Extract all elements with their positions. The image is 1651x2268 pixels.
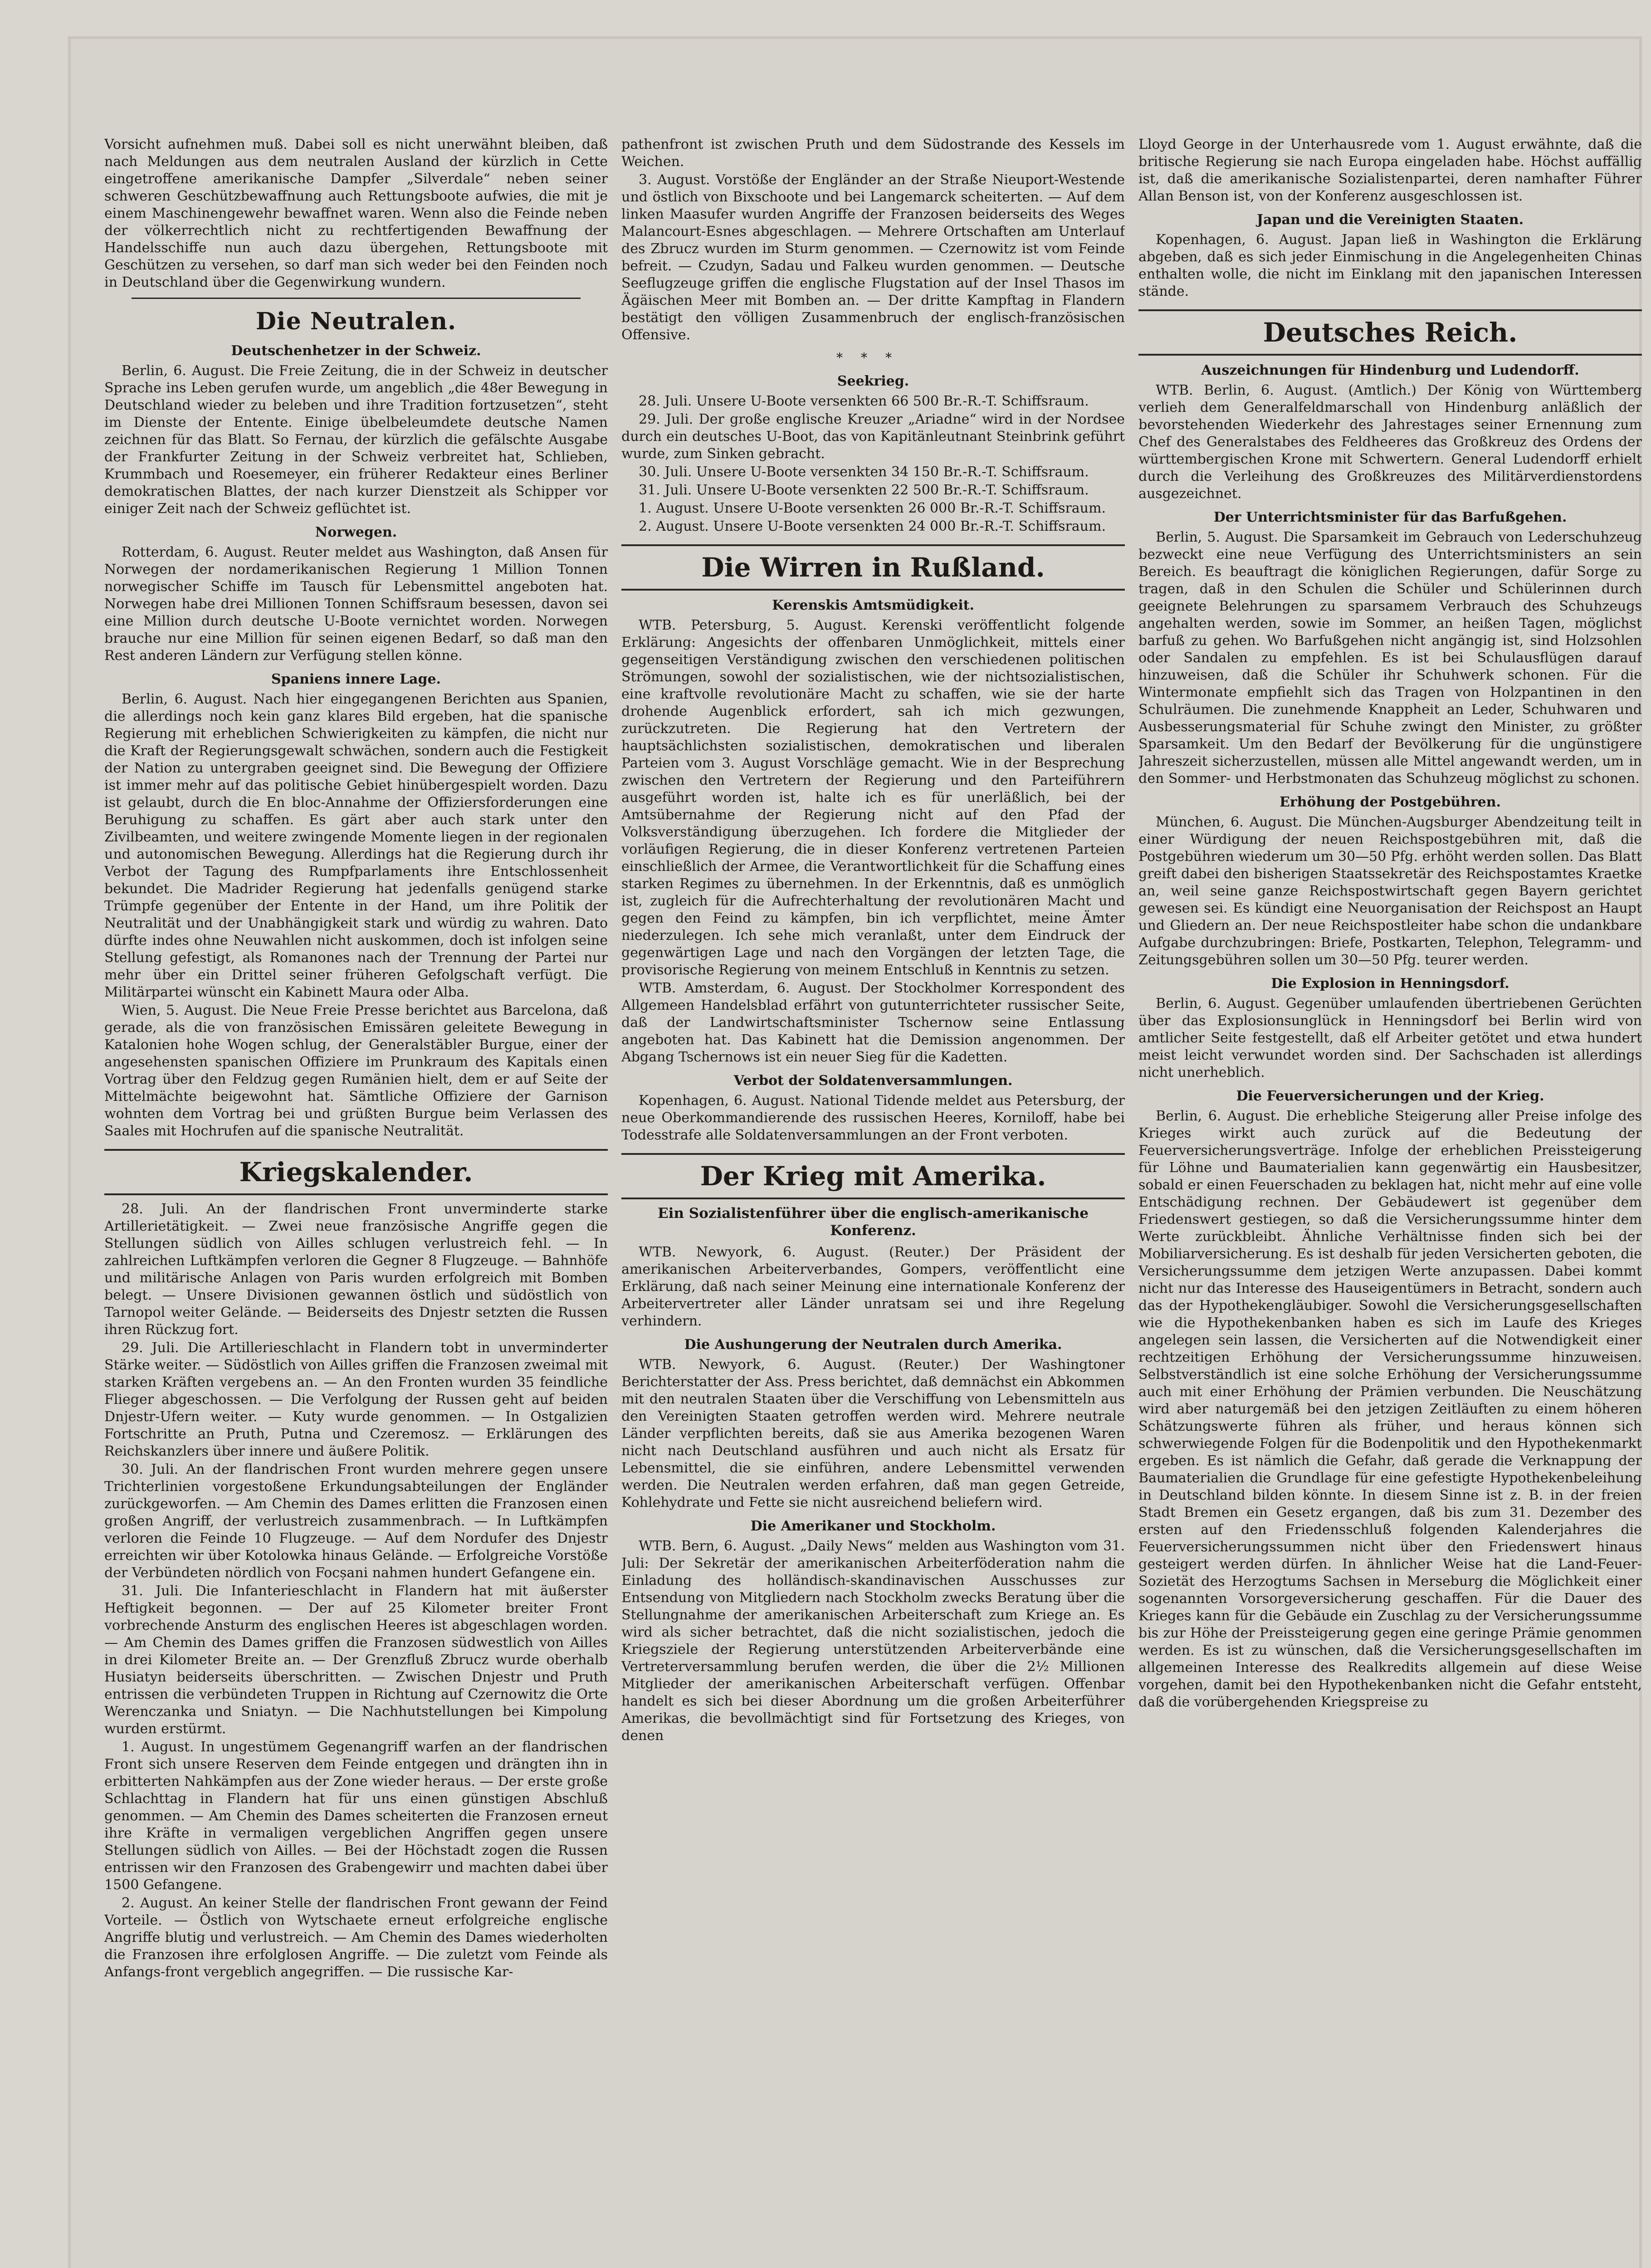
article-amerika: WTB. Newyork, 6. August. (Reuter.) Der Präsident der amerikanischen Arbeiterverbandes, Gompers, veröffentlicht eine Erklärung, daß nach seiner Meinung eine internationale Konferenz der Arbeitervertreter aller Länder unratsam sei und ihre Regelung verhindern. [621, 1244, 1125, 1329]
subheading-spanien: Spaniens innere Lage. [271, 671, 441, 687]
seekrieg-2-august: 2. August. Unsere U-Boote versenkten 24 000 Br.-R.-T. Schiffsraum. [639, 518, 1106, 534]
section-heading-neutrale: Die Neutralen. [255, 308, 457, 335]
column-right [1138, 136, 1642, 2268]
section-heading-deutsches-reich: Deutsches Reich. [1138, 309, 1642, 356]
kalender-2-august: 2. August. An keiner Stelle der flandrischen Front gewann der Feind Vorteile. — Östlich von Wytschaete erneut erfolgreiche englische Angriffe blutig und verlustreich. — Am Chemin des Dames wiederholten die Franzosen ihre erfolglosen Angriffe. — Die zuletzt vom Feinde als Anfangs-front vergeblich angegriffen. — Die russische Kar- [104, 1895, 608, 1980]
article-explosion: Berlin, 6. August. Gegenüber umlaufenden übertriebenen Gerüchten über das Explosionsunglück in Henningsdorf bei Berlin wird von amtlicher Seite festgestellt, daß elf Arbeiter getötet und etwa hundert meist leicht verwundet worden sind. Der Sachschaden ist allerdings nicht unerheblich. [1138, 996, 1642, 1080]
seekrieg-29-juli: 29. Juli. Der große englische Kreuzer „Ariadne“ wird in der Nordsee durch ein deutsches U-Boot, das von Kapitänleutnant Steinbrink geführt wurde, zum Sinken gebracht. [621, 411, 1125, 462]
article-aushungerung: WTB. Newyork, 6. August. (Reuter.) Der Washingtoner Berichterstatter der Ass. Press berichtet, daß demnächst ein Abkommen mit den neutralen Staaten über die Verschiffung von Lebensmitteln aus den Vereinigten Staaten getroffen werden wird. Mehrere neutrale Länder verpflichten bereits, daß sie aus Amerika bezogenen Waren nicht nach Deutschland ausführen und auch nicht als Ersatz für Lebensmittel, die sie einführen, andere Lebensmittel verwenden werden. Die Neutralen werden erfahren, daß man gegen Getreide, Kohlehydrate und Fette sie nicht ausreichend beliefern wird. [621, 1357, 1125, 1510]
article-schweiz: Berlin, 6. August. Die Freie Zeitung, die in der Schweiz in deutscher Sprache ins Leben gerufen wurde, um angeblich „die 48er Bewegung in Deutschland wieder zu beleben und ihre Tradition fortzusetzen“, steht im Dienste der Entente. Einige übelbeleumdete deutsche Namen zeichnen für das Blatt. So Fernau, der kürzlich die gefälschte Ausgabe der Frankfurter Zeitung in der Schweiz verbreitet hat, Schlieben, Krummbach und Roesemeyer, ein früherer Redakteur eines Berliner demokratischen Blattes, der nach kurzer Dienstzeit als Schipper vor einiger Zeit nach der Schweiz geflüchtet ist. [104, 363, 608, 517]
subheading-schweiz: Deutschenhetzer in der Schweiz. [231, 343, 481, 359]
subheading-norwegen: Norwegen. [315, 524, 397, 540]
kalender-continuation: pathenfront ist zwischen Pruth und dem Südostrande des Kessels im Weichen. [621, 137, 1125, 170]
subheading-barfuss: Der Unterrichtsminister für das Barfußgehen. [1213, 509, 1567, 525]
section-heading-russland: Die Wirren in Rußland. [621, 544, 1125, 591]
intro-paragraph: Vorsicht aufnehmen muß. Dabei soll es nicht unerwähnt bleiben, daß nach Meldungen aus dem neutralen Ausland der kürzlich in Cette eingetroffene amerikanische Dampfer „Silverdale“ neben seiner schweren Geschützbewaffnung auch Rettungsboote aufwies, die mit je einem Maschinengewehr bewaffnet waren. Wenn also die Feinde neben der völkerrechtlich nicht zu rechtfertigenden Bewaffnung der Handelsschiffe nun auch dazu übergehen, Rettungsboote mit Geschützen zu versehen, so darf man sich weder bei den Feinden noch in Deutschland über die Gegenwirkung wundern. [104, 137, 608, 290]
article-amsterdam: WTB. Amsterdam, 6. August. Der Stockholmer Korrespondent des Allgemeen Handelsblad erfährt von gutunterrichteter russischer Seite, daß der Landwirtschaftsminister Tschernow seine Entlassung angeboten hat. Das Kabinett hat die Demission angenommen. Der Abgang Tschernows ist ein neuer Sieg für die Kadetten. [621, 980, 1125, 1065]
deck-amerika: Ein Sozialistenführer über die englisch-amerikanische Konferenz. [658, 1205, 1089, 1239]
article-barfuss: Berlin, 5. August. Die Sparsamkeit im Gebrauch von Lederschuhzeug bezweckt eine neue Verfügung des Unterrichtsministers an sein Bereich. Es beauftragt die königlichen Regierungen, dafür Sorge zu tragen, daß in den Schulen die Schüler und Schülerinnen durch geeignete Belehrungen zu sparsamem Verbrauch des Schuhzeugs angehalten werden, sowie im Sommer, an heißen Tagen, möglichst barfuß zu gehen. Wo Barfußgehen nicht angängig ist, sind Holzsohlen oder Sandalen zu empfehlen. Es ist bei Schulausflügen darauf hinzuweisen, daß die Schüler ihr Schuhwerk schonen. Für die Wintermonate empfiehlt sich das Tragen von Holzpantinen in den Schulräumen. Die zunehmende Knappheit an Leder, Schuhwaren und Ausbesserungsmaterial für Schuhe zwingt den Minister, zu größter Sparsamkeit. Um den Bedarf der Bevölkerung für die ungünstigere Jahreszeit sicherzustellen, müssen alle Mittel angewandt werden, um in den Sommer- und Herbstmonaten das Schuhzeug möglichst zu schonen. [1138, 529, 1642, 787]
seekrieg-1-august: 1. August. Unsere U-Boote versenkten 26 000 Br.-R.-T. Schiffsraum. [639, 500, 1106, 516]
kalender-28-juli: 28. Juli. An der flandrischen Front unverminderte starke Artillerietätigkeit. — Zwei neue französische Angriffe gegen die Stellungen südlich von Ailles schlugen verlustreich fehl. — In zahlreichen Luftkämpfen verloren die Gegner 8 Flugzeuge. — Bahnhöfe und militärische Anlagen von Paris wurden erfolgreich mit Bomben belegt. — Unsere Divisionen gewannen östlich und südöstlich von Tarnopol weiter Gelände. — Beiderseits des Dnjestr setzten die Russen ihren Rückzug fort. [104, 1201, 608, 1338]
newspaper-columns [104, 136, 1642, 2268]
subheading-aushungerung: Die Aushungerung der Neutralen durch Amerika. [684, 1337, 1062, 1353]
subheading-explosion: Die Explosion in Henningsdorf. [1271, 976, 1509, 992]
section-heading-amerika: Der Krieg mit Amerika. [621, 1153, 1125, 1199]
article-soldatenversammlungen: Kopenhagen, 6. August. National Tidende meldet aus Petersburg, der neue Oberkommandierende des russischen Heeres, Korniloff, habe bei Todesstrafe alle Soldatenversammlungen an der Front verboten. [621, 1093, 1125, 1143]
stockholm-continuation: Lloyd George in der Unterhausrede vom 1. August erwähnte, daß die britische Regierung sie nach Europa eingeladen habe. Höchst auffällig ist, daß die amerikanische Sozialistenpartei, deren namhafter Führer Allan Benson ist, von der Konferenz ausgeschlossen ist. [1138, 137, 1642, 204]
article-feuerversicherung: Berlin, 6. August. Die erhebliche Steigerung aller Preise infolge des Krieges wirkt auch zurück auf die Bedeutung der Feuerversicherungsverträge. Infolge der erheblichen Preissteigerung für Löhne und Baumaterialien kann gegenwärtig ein Hausbesitzer, sobald er einen Feuerschaden zu beklagen hat, nicht mehr auf eine volle Entschädigung rechnen. Der Gebäudewert ist gegenüber dem Friedenswert gestiegen, so daß die Versicherungssumme hinter dem Werte zurückbleibt. Ähnliche Verhältnisse finden sich bei der Mobiliarversicherung. Es ist deshalb für jeden Versicherten geboten, die Versicherungssumme dem jetzigen Werte anzupassen. Dabei kommt nicht nur das Interesse des Hauseigentümers in Betracht, sondern auch das der Hypothekengläubiger. Sowohl die Versicherungsgesellschaften wie die Hypothekenbanken haben es sich im Laufe des Krieges angelegen sein lassen, die Versicherten auf die Notwendigkeit einer rechtzeitigen Erhöhung der Versicherungssumme hinzuweisen. Selbstverständlich ist eine solche Erhöhung der Versicherungssumme auch mit einer Erhöhung der Prämien verbunden. Die Neuschätzung wird aber naturgemäß bei den jetzigen Zeitläuften zu einem höheren Schätzungswerte führen als früher, und heraus können sich schwerwiegende Folgen für die Bodenpolitik und den Hypothekenmarkt ergeben. Es ist nämlich die Gefahr, daß gerade die Verknappung der Baumaterialien die Grundlage für eine gefestigte Hypothekenbeleihung in Deutschland bilden könnte. In diesem Sinne ist z. B. in der freien Stadt Bremen ein Gesetz ergangen, daß bis zum 31. Dezember des ersten auf den Friedensschluß folgenden Kalenderjahres die Feuerversicherungssummen nicht über den Friedenswert hinaus gesteigert werden dürfen. In ähnlicher Weise hat die Land-Feuer-Sozietät des Herzogtums Sachsen in Merseburg die Möglichkeit einer sogenannten Vorsorgeversicherung geschaffen. Für die Dauer des Krieges kann für die Gebäude ein Zuschlag zu der Versicherungssumme bis zur Höhe der Preissteigerung gegen eine geringe Prämie genommen werden. Es ist zu wünschen, daß die Versicherungsgesellschaften im allgemeinen Interesse des Realkredits allgemein auf diese Weise vorgehen, damit bei den Hypothekenbanken nicht die Gefahr entsteht, daß die vorübergehenden Kriegspreise zu [1138, 1108, 1642, 1710]
seekrieg-31-juli: 31. Juli. Unsere U-Boote versenkten 22 500 Br.-R.-T. Schiffsraum. [639, 482, 1089, 498]
separator-stars: *** [836, 350, 910, 365]
subheading-hindenburg: Auszeichnungen für Hindenburg und Ludendorff. [1201, 362, 1579, 378]
article-hindenburg: WTB. Berlin, 6. August. (Amtlich.) Der König von Württemberg verlieh dem Generalfeldmarschall von Hindenburg anläßlich der bevorstehenden Wiederkehr des Jahrestages seiner Ernennung zum Chef des Generalstabes des Feldheeres das Großkreuz des Ordens der württembergischen Krone mit Schwertern. General Ludendorff erhielt durch die Verleihung des Großkreuzes des Militärverdienstordens ausgezeichnet. [1138, 382, 1642, 502]
divider [132, 298, 581, 299]
kalender-3-august: 3. August. Vorstöße der Engländer an der Straße Nieuport-Westende und östlich von Bixschoote und bei Langemarck scheiterten. — Auf dem linken Maasufer wurden Angriffe der Franzosen beiderseits des Weges Malancourt-Esnes abgeschlagen. — Mehrere Ortschaften am Unterlauf des Zbrucz wurden im Sturm genommen. — Czernowitz ist vom Feinde befreit. — Czudyn, Sadau und Falkeu wurden genommen. — Deutsche Seeflugzeuge griffen die englische Flugstation auf der Insel Thasos im Ägäischen Meer mit Bomben an. — Der dritte Kampftag in Flandern bestätigt den völligen Zusammenbruch der englisch-französischen Offensive. [621, 172, 1125, 343]
subheading-feuerversicherung: Die Feuerversicherungen und der Krieg. [1236, 1088, 1544, 1104]
seekrieg-28-juli: 28. Juli. Unsere U-Boote versenkten 66 500 Br.-R.-T. Schiffsraum. [639, 393, 1089, 409]
article-postgebuehren: München, 6. August. Die München-Augsburger Abendzeitung teilt in einer Würdigung der neuen Reichspostgebühren mit, daß die Postgebühren wiederum um 30—50 Pfg. erhöht werden sollen. Das Blatt greift dabei den bisherigen Staatssekretär des Reichspostamtes Kraetke an, weil seine ganze Reichspostwirtschaft gegen Bayern gerichtet gewesen sei. Es kündigt eine Neuorganisation der Reichspost an Haupt und Gliedern an. Der neue Reichspostleiter habe schon die undankbare Aufgabe durchzubringen: Briefe, Postkarten, Telephon, Telegramm- und Zeitungsgebühren sollen um 30—50 Pfg. teurer werden. [1138, 814, 1642, 968]
column-middle [621, 136, 1125, 2268]
article-norwegen: Rotterdam, 6. August. Reuter meldet aus Washington, daß Ansen für Norwegen der nordamerikanischen Regierung 1 Million Tonnen norwegischer Schiffe im Tausch für Lebensmittel angeboten hat. Norwegen habe drei Millionen Tonnen Schiffsraum besessen, davon sei eine Million durch deutsche U-Boote vernichtet worden. Norwegen brauche nur eine Million für seinen eigenen Bedarf, so daß man den Rest anderen Ländern zur Verfügung stellen könne. [104, 544, 608, 664]
kalender-29-juli: 29. Juli. Die Artillerieschlacht in Flandern tobt in unverminderter Stärke weiter. — Südöstlich von Ailles griffen die Franzosen zweimal mit starken Kräften vergebens an. — An den Fronten wurden 35 feindliche Flieger abgeschossen. — Die Verfolgung der Russen geht auf beiden Dnjestr-Ufern weiter. — Kuty wurde genommen. — In Ostgalizien Fortschritte an Pruth, Putna und Czeremosz. — Erklärungen des Reichskanzlers über innere und äußere Politik. [104, 1340, 608, 1459]
column-left [104, 136, 608, 2268]
kalender-1-august: 1. August. In ungestümem Gegenangriff warfen an der flandrischen Front sich unsere Reserven dem Feinde entgegen und drängten ihn in erbitterten Nahkämpfen aus der Zone wieder heraus. — Der erste große Schlachttag in Flandern hat für uns einen günstigen Abschluß genommen. — Am Chemin des Dames scheiterten die Franzosen erneut ihre Kräfte in vermaligen vergeblichen Angriffen gegen unsere Stellungen südlich von Ailles. — Bei der Höchstadt zogen die Russen entrissen wir den Franzosen des Grabengewirr und machten dabei über 1500 Gefangene. [104, 1739, 608, 1893]
article-spanien-1: Berlin, 6. August. Nach hier eingegangenen Berichten aus Spanien, die allerdings noch kein ganz klares Bild ergeben, hat die spanische Regierung mit erheblichen Schwierigkeiten zu kämpfen, die nicht nur die Kraft der Regierungsgewalt schwächen, sondern auch die Festigkeit der Nation zu untergraben geeignet sind. Die Bewegung der Offiziere ist immer mehr auf das politische Gebiet hinübergespielt worden. Dazu ist gelaubt, durch die En bloc-Annahme der Offiziersforderungen eine Beruhigung zu schaffen. Es gärt aber auch stark unter den Zivilbeamten, und weitere zwingende Momente liegen in der regionalen und autonomischen Bewegung. Allerdings hat die Regierung durch ihr Verbot der Tagung des Rumpfparlaments ihre Entschlossenheit bekundet. Die Madrider Regierung hat jedenfalls genügend starke Trümpfe gegenüber der Entente in der Hand, um ihre Politik der Neutralität und der Unabhängigkeit stark und würdig zu wahren. Dato dürfte indes ohne Neuwahlen nicht auskommen, doch ist infolgen seine Stellung gefestigt, als Romanones nach der Trennung der Partei nur mehr über ein Drittel seiner früheren Gefolgschaft verfügt. Die Militärpartei wünscht ein Kabinett Maura oder Alba. [104, 691, 608, 1000]
kalender-31-juli: 31. Juli. Die Infanterieschlacht in Flandern hat mit äußerster Heftigkeit begonnen. — Der auf 25 Kilometer breiter Front vorbrechende Ansturm des englischen Heeres ist abgeschlagen worden. — Am Chemin des Dames griffen die Franzosen südwestlich von Ailles in drei Kilometer Breite an. — Der Grenzfluß Zbrucz wurde oberhalb Husiatyn beiderseits überschritten. — Zwischen Dnjestr und Pruth entrissen die verbündeten Truppen in Richtung auf Czernowitz die Orte Werenczanka und Sniatyn. — Die Nachhutstellungen bei Kimpolung wurden erstürmt. [104, 1583, 608, 1737]
kalender-30-juli: 30. Juli. An der flandrischen Front wurden mehrere gegen unsere Trichterlinien vorgestoßene Erkundungsabteilungen der Engländer zurückgeworfen. — Am Chemin des Dames erlitten die Franzosen einen großen Angriff, der verlustreich zusammenbrach. — In Luftkämpfen verloren die Feinde 10 Flugzeuge. — Auf dem Nordufer des Dnjestr erreichten wir über Kotolowka hinaus Gelände. — Erfolgreiche Vorstöße der Verbündeten nördlich von Focșani nahmen hundert Gefangene ein. [104, 1461, 608, 1581]
subheading-japan: Japan und die Vereinigten Staaten. [1256, 212, 1524, 228]
subheading-seekrieg: Seekrieg. [837, 373, 909, 389]
article-japan: Kopenhagen, 6. August. Japan ließ in Washington die Erklärung abgeben, daß es sich jeder Einmischung in die Angelegenheiten Chinas enthalten wolle, die nicht im Einklang mit den japanischen Interessen stände. [1138, 232, 1642, 299]
article-stockholm: WTB. Bern, 6. August. „Daily News“ melden aus Washington vom 31. Juli: Der Sekretär der amerikanischen Arbeiterföderation nahm die Einladung des holländisch-skandinavischen Ausschusses zur Entsendung von Mitgliedern nach Stockholm zwecks Beratung über die Stellungnahme der amerikanischen Arbeiterschaft zum Kriege an. Es wird als sicher betrachtet, daß die nicht sozialistischen, jedoch die Kriegsziele der Regierung unterstützenden Arbeiterverbände eine Vertreterversammlung berufen werden, die über die 2½ Millionen Mitglieder der amerikanischen Arbeiterschaft verfügen. Offenbar handelt es sich bei dieser Abordnung um die großen Arbeiterführer Amerikas, die bevollmächtigt sind für Fortsetzung des Krieges, von denen [621, 1538, 1125, 1744]
subheading-kerenski: Kerenskis Amtsmüdigkeit. [772, 597, 974, 613]
seekrieg-30-juli: 30. Juli. Unsere U-Boote versenkten 34 150 Br.-R.-T. Schiffsraum. [639, 464, 1089, 480]
article-spanien-2: Wien, 5. August. Die Neue Freie Presse berichtet aus Barcelona, daß gerade, als die von französischen Emissären geleitete Bewegung in Katalonien hohe Wogen schlug, der Generalstäbler Burgue, einer der angesehensten spanischen Offiziere im Prunkraum des Kapitals einen Vortrag über den Feldzug gegen Rumänien hielt, dem er auf Seite der Mittelmächte beigewohnt hat. Sämtliche Offiziere der Garnison wohnten dem Vortrag bei und grüßten Burgue beim Verlassen des Saales mit Hochrufen auf die spanische Neutralität. [104, 1002, 608, 1139]
article-kerenski: WTB. Petersburg, 5. August. Kerenski veröffentlicht folgende Erklärung: Angesichts der offenbaren Unmöglichkeit, mittels einer gegenseitigen Verständigung zwischen den verschiedenen politischen Strömungen, sowohl der sozialistischen, wie der nichtsozialistischen, eine kraftvolle revolutionäre Macht zu schaffen, wie sie der harte drohende Augenblick erfordert, sah ich mich gezwungen, zurückzutreten. Die Regierung hat den Vertretern der hauptsächlichsten sozialistischen, demokratischen und liberalen Parteien vom 3. August Vorschläge gemacht. Wie in der Besprechung zwischen den Vertretern der Regierung und den Parteiführern ausgeführt worden ist, halte ich es für unerläßlich, bei der Amtsübernahme der Regierung nicht auf den Pfad der Volksverständigung überzugehen. Ich fordere die Mitglieder der vorläufigen Regierung, die in dieser Konferenz vertretenen Parteien einschließlich der Armee, die Verantwortlichkeit für die Schaffung eines starken Regimes zu übernehmen. In der Erkenntnis, daß es unmöglich ist, zugleich für die Aufrechterhaltung der revolutionären Macht und gegen den Feind zu kämpfen, bin ich verpflichtet, meine Ämter niederzulegen. Ich sehe mich veranlaßt, unter dem Eindruck der gegenwärtigen Lage und nach den Vorgängen der letzten Tage, die provisorische Regierung von meinem Entschluß in Kenntnis zu setzen. [621, 617, 1125, 978]
subheading-stockholm: Die Amerikaner und Stockholm. [750, 1518, 996, 1534]
subheading-soldatenversammlungen: Verbot der Soldatenversammlungen. [733, 1073, 1013, 1089]
section-heading-kriegskalender: Kriegskalender. [104, 1149, 608, 1195]
subheading-postgebuehren: Erhöhung der Postgebühren. [1280, 794, 1501, 810]
